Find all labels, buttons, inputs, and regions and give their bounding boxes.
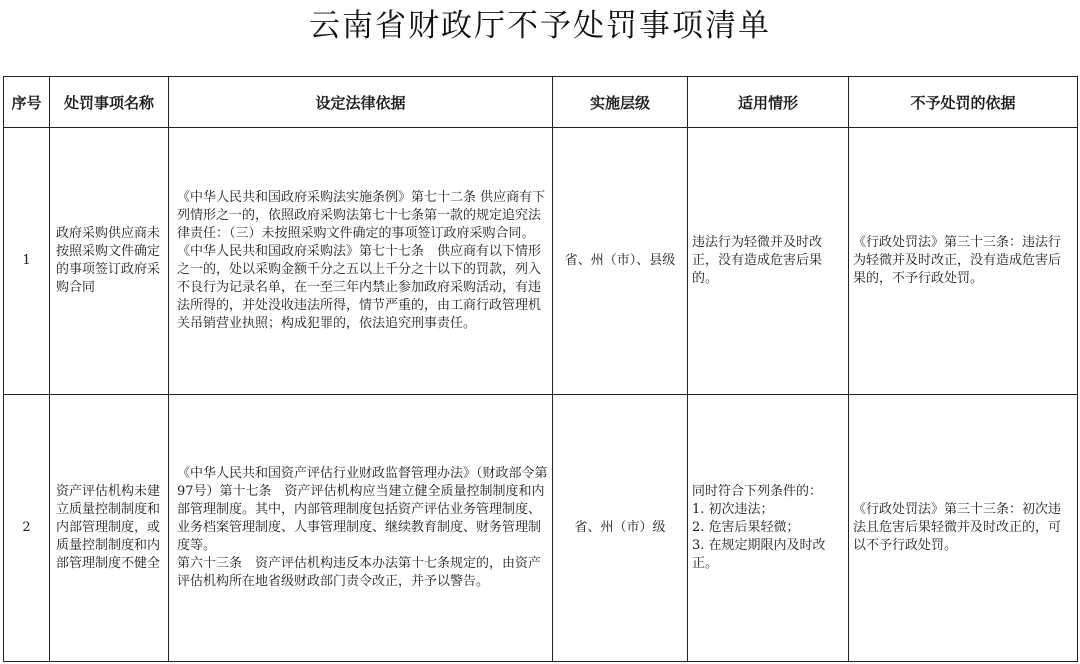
applicable-situation: 违法行为轻微并及时改正，没有造成危害后果的。: [688, 128, 849, 395]
item-name: 政府采购供应商未按照采购文件确定的事项签订政府采购合同: [50, 128, 169, 395]
row-number: 1: [4, 128, 50, 395]
exemption-basis: 《行政处罚法》第三十三条：违法行为轻微并及时改正，没有造成危害后果的，不予行政处罚。: [849, 128, 1078, 395]
page-title: 云南省财政厅不予处罚事项清单: [309, 8, 771, 44]
item-name: 资产评估机构未建立质量控制制度和内部管理制度，或质量控制制度和内部管理制度不健全: [50, 395, 169, 662]
row-number: 2: [4, 395, 50, 662]
applicable-situation: 同时符合下列条件的： 1. 初次违法； 2. 危害后果轻微； 3. 在规定期限内及时改正。: [688, 395, 849, 662]
header-no: 序号: [4, 77, 50, 128]
legal-basis: 《中华人民共和国资产评估行业财政监督管理办法》（财政部令第97号）第十七条 资产评估机构应当建立健全质量控制制度和内部管理制度。其中，内部管理制度包括资产评估业务管理制度、业务档案管理制度、人事管理制度、继续教育制度、财务管理制度等。 第六十三条 资产评估机构违反本办法第十七条规定的，由资产评估机构所在地省级财政部门责令改正，并予以警告。: [169, 395, 553, 662]
table-row: [4, 395, 1078, 662]
implementation-level: 省、州（市）、县级: [553, 128, 688, 395]
legal-basis: 《中华人民共和国政府采购法实施条例》第七十二条 供应商有下列情形之一的，依照政府采购法第七十七条第一款的规定追究法律责任：（三）未按照采购文件确定的事项签订政府采购合同。 《中华人民共和国政府采购法》第七十七条 供应商有以下情形之一的，处以采购金额千分之五以上千分之十以下的罚款，列入不良行为记录名单，在一至三年内禁止参加政府采购活动，有违法所得的，并处没收违法所得，情节严重的，由工商行政管理机关吊销营业执照；构成犯罪的，依法追究刑事责任。: [169, 128, 553, 395]
header-legal-basis: 设定法律依据: [169, 77, 553, 128]
exemption-basis: 《行政处罚法》第三十三条：初次违法且危害后果轻微并及时改正的，可以不予行政处罚。: [849, 395, 1078, 662]
table-header-row: [4, 77, 1078, 128]
penalty-exemption-table: [3, 76, 1078, 662]
header-situation: 适用情形: [688, 77, 849, 128]
header-level: 实施层级: [553, 77, 688, 128]
header-exemption-basis: 不予处罚的依据: [849, 77, 1078, 128]
implementation-level: 省、州（市）级: [553, 395, 688, 662]
table-row: [4, 128, 1078, 395]
header-item-name: 处罚事项名称: [50, 77, 169, 128]
